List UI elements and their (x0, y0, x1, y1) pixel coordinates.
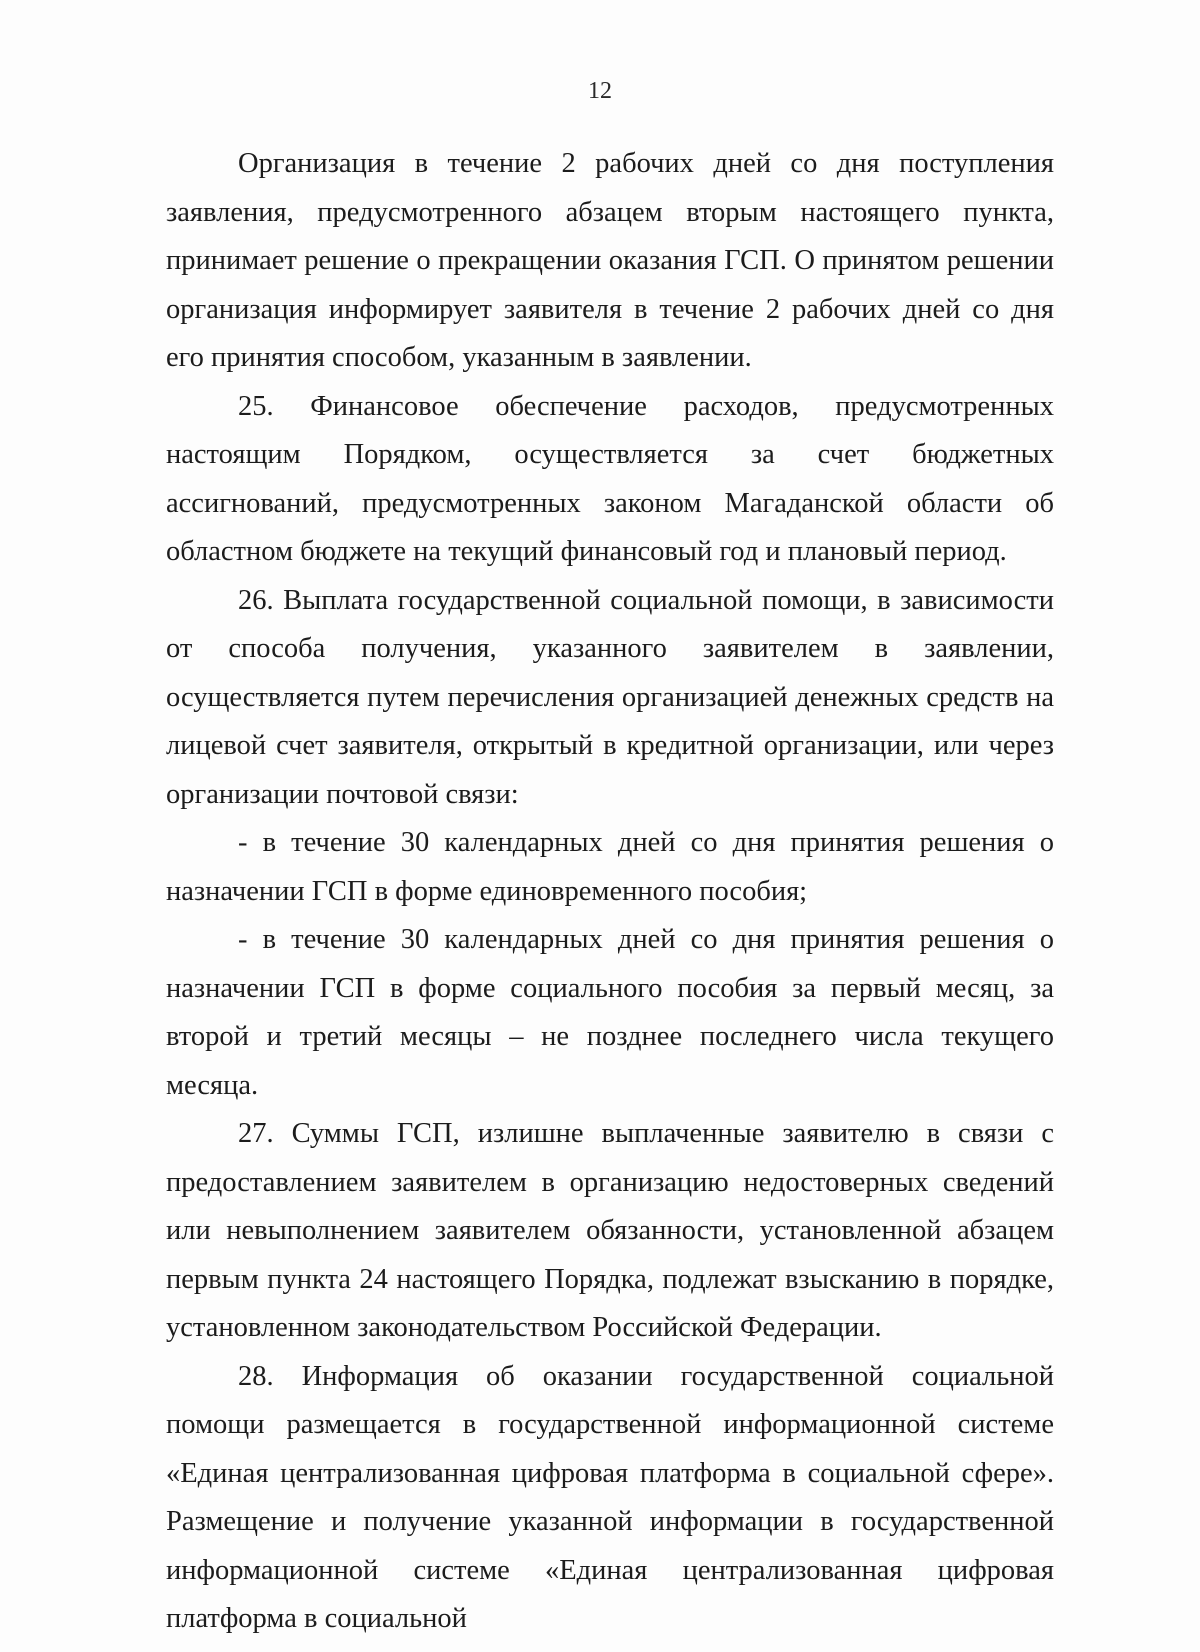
paragraph-28-information: 28. Информация об оказании государственной социальной помощи размещается в государственной информационной системе «Единая централизованная цифровая платформа в социальной сфере». Размещение и получение указанной информации в государственной информационной системе «Единая централизованная цифровая платформа в социальной (166, 1360, 1054, 1634)
page-number: 12 (588, 78, 612, 104)
list-item-social-benefit: - в течение 30 календарных дней со дня принятия решения о назначении ГСП в форме социального пособия за первый месяц, за второй и третий месяцы – не позднее последнего числа текущего месяца. (166, 924, 1054, 1101)
paragraph-27-overpayment: 27. Суммы ГСП, излишне выплаченные заявителю в связи с предоставлением заявителем в организацию недостоверных сведений или невыполнением заявителем обязанности, установленной абзацем первым пункта 24 настоящего Порядка, подлежат взысканию в порядке, установленном законодательством Российской Федерации. (166, 1118, 1054, 1343)
paragraph-26-payment: 26. Выплата государственной социальной помощи, в зависимости от способа получения, указанного заявителем в заявлении, осуществляется путем перечисления организацией денежных средств на лицевой счет заявителя, открытый в кредитной организации, или через организации почтовой связи: (166, 584, 1054, 810)
paragraph-25-financing: 25. Финансовое обеспечение расходов, предусмотренных настоящим Порядком, осуществляется за счет бюджетных ассигнований, предусмотренных законом Магаданской области об областном бюджете на текущий финансовый год и плановый период. (166, 390, 1054, 567)
paragraph-organization-decision: Организация в течение 2 рабочих дней со дня поступления заявления, предусмотренного абзацем вторым настоящего пункта, принимает решение о прекращении оказания ГСП. О принятом решении организация информирует заявителя в течение 2 рабочих дней со дня его принятия способом, указанным в заявлении. (166, 148, 1054, 373)
document-body (166, 140, 1054, 1644)
list-item-lump-sum: - в течение 30 календарных дней со дня принятия решения о назначении ГСП в форме единовременного пособия; (166, 827, 1054, 907)
